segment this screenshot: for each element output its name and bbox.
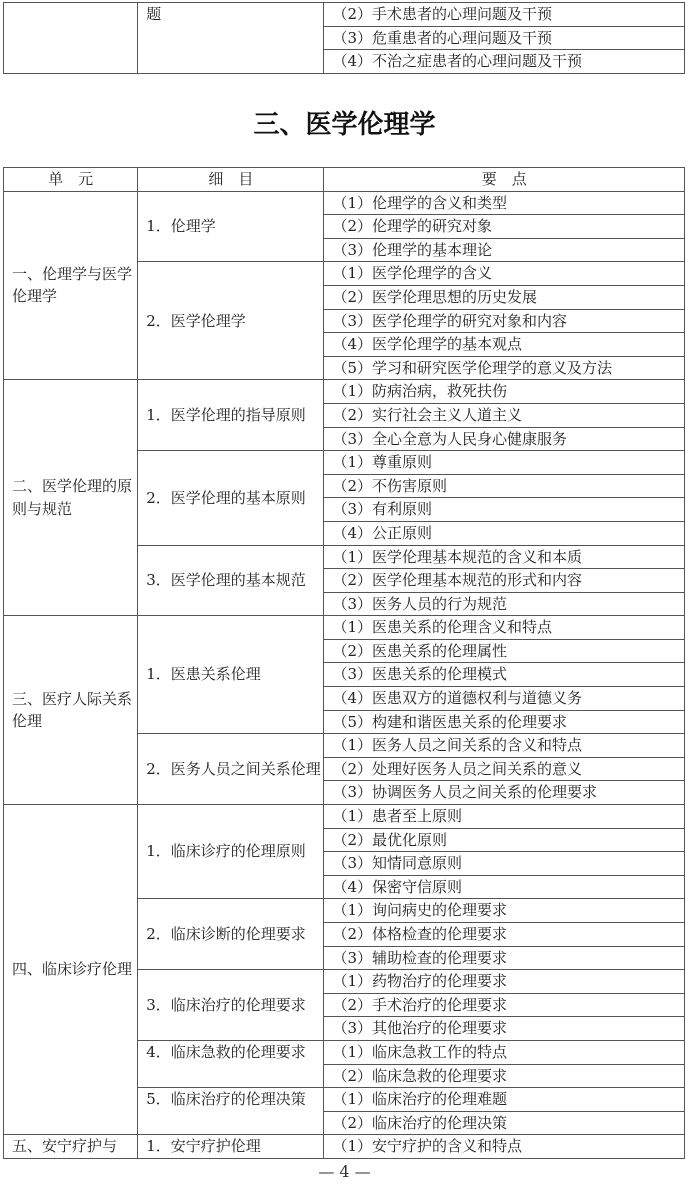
point-cell: （4）医学伦理学的基本观点 — [324, 333, 685, 357]
point-cell: （3）医学伦理学的研究对象和内容 — [324, 309, 685, 333]
point-cell: （3）全心全意为人民身心健康服务 — [324, 427, 685, 451]
subtopic-cell: 题 — [138, 3, 324, 74]
point-cell: （2）医学伦理思想的历史发展 — [324, 285, 685, 309]
point-cell: （2）医学伦理基本规范的形式和内容 — [324, 569, 685, 593]
subtopic-cell: 1．安宁疗护伦理 — [138, 1135, 324, 1159]
subtopic-cell: 1．医患关系伦理 — [138, 616, 324, 734]
header-subtopic: 细 目 — [138, 168, 324, 192]
point-cell: （2）不伤害原则 — [324, 474, 685, 498]
table-row — [4, 805, 685, 829]
point-cell: （3）有利原则 — [324, 498, 685, 522]
point-cell: （2）手术患者的心理问题及干预 — [324, 3, 685, 27]
point-cell: （1）临床治疗的伦理难题 — [324, 1088, 685, 1112]
subtopic-cell: 3．医学伦理的基本规范 — [138, 545, 324, 616]
point-cell: （1）医务人员之间关系的含义和特点 — [324, 734, 685, 758]
point-cell: （3）协调医务人员之间关系的伦理要求 — [324, 781, 685, 805]
subtopic-cell: 1．伦理学 — [138, 191, 324, 262]
point-cell: （2）最优化原则 — [324, 828, 685, 852]
unit-cell: 五、安宁疗护与 — [4, 1135, 138, 1159]
point-cell: （1）伦理学的含义和类型 — [324, 191, 685, 215]
point-cell: （3）辅助检查的伦理要求 — [324, 946, 685, 970]
unit-cell: 二、医学伦理的原则与规范 — [4, 380, 138, 616]
point-cell: （2）实行社会主义人道主义 — [324, 403, 685, 427]
subtopic-cell: 2．临床诊断的伦理要求 — [138, 899, 324, 970]
subtopic-cell: 2．医学伦理的基本原则 — [138, 451, 324, 545]
point-cell: （4）公正原则 — [324, 521, 685, 545]
subtopic-cell: 2．医务人员之间关系伦理 — [138, 734, 324, 805]
syllabus-table — [3, 167, 685, 1159]
point-cell: （3）知情同意原则 — [324, 852, 685, 876]
point-cell: （1）患者至上原则 — [324, 805, 685, 829]
table-row — [4, 1135, 685, 1159]
point-cell: （2）体格检查的伦理要求 — [324, 923, 685, 947]
point-cell: （2）临床治疗的伦理决策 — [324, 1111, 685, 1135]
unit-cell: 四、临床诊疗伦理 — [4, 805, 138, 1135]
subtopic-cell: 1．医学伦理的指导原则 — [138, 380, 324, 451]
point-cell: （3）其他治疗的伦理要求 — [324, 1017, 685, 1041]
unit-cell — [4, 3, 138, 74]
unit-cell: 三、医疗人际关系伦理 — [4, 616, 138, 805]
point-cell: （2）临床急救的伦理要求 — [324, 1064, 685, 1088]
point-cell: （3）危重患者的心理问题及干预 — [324, 26, 685, 50]
point-cell: （1）临床急救工作的特点 — [324, 1040, 685, 1064]
table-row — [4, 191, 685, 215]
point-cell: （1）医学伦理学的含义 — [324, 262, 685, 286]
subtopic-cell: 4．临床急救的伦理要求 — [138, 1040, 324, 1087]
point-cell: （1）医患关系的伦理含义和特点 — [324, 616, 685, 640]
header-unit: 单 元 — [4, 168, 138, 192]
section-title: 三、医学伦理学 — [253, 110, 436, 140]
point-cell: （2）医患关系的伦理属性 — [324, 639, 685, 663]
point-cell: （4）保密守信原则 — [324, 875, 685, 899]
point-cell: （2）手术治疗的伦理要求 — [324, 993, 685, 1017]
unit-cell: 一、伦理学与医学伦理学 — [4, 191, 138, 380]
point-cell: （1）药物治疗的伦理要求 — [324, 970, 685, 994]
point-cell: （5）构建和谐医患关系的伦理要求 — [324, 710, 685, 734]
point-cell: （5）学习和研究医学伦理学的意义及方法 — [324, 356, 685, 380]
table-row — [4, 616, 685, 640]
subtopic-cell: 3．临床治疗的伦理要求 — [138, 970, 324, 1041]
point-cell: （1）安宁疗护的含义和特点 — [324, 1135, 685, 1159]
point-cell: （3）医患关系的伦理模式 — [324, 663, 685, 687]
point-cell: （2）伦理学的研究对象 — [324, 215, 685, 239]
table-row — [4, 380, 685, 404]
subtopic-cell: 5．临床治疗的伦理决策 — [138, 1088, 324, 1135]
subtopic-cell: 2．医学伦理学 — [138, 262, 324, 380]
point-cell: （4）不治之症患者的心理问题及干预 — [324, 50, 685, 74]
table-row — [4, 3, 685, 27]
table-header-row — [4, 168, 685, 192]
continued-table — [3, 2, 685, 74]
point-cell: （2）处理好医务人员之间关系的意义 — [324, 757, 685, 781]
point-cell: （1）询问病史的伦理要求 — [324, 899, 685, 923]
point-cell: （4）医患双方的道德权利与道德义务 — [324, 687, 685, 711]
point-cell: （1）尊重原则 — [324, 451, 685, 475]
point-cell: （1）防病治病，救死扶伤 — [324, 380, 685, 404]
header-points: 要 点 — [324, 168, 685, 192]
point-cell: （3）医务人员的行为规范 — [324, 592, 685, 616]
point-cell: （1）医学伦理基本规范的含义和本质 — [324, 545, 685, 569]
point-cell: （3）伦理学的基本理论 — [324, 238, 685, 262]
page-number: — 4 — — [318, 1162, 371, 1181]
subtopic-cell: 1．临床诊疗的伦理原则 — [138, 805, 324, 899]
